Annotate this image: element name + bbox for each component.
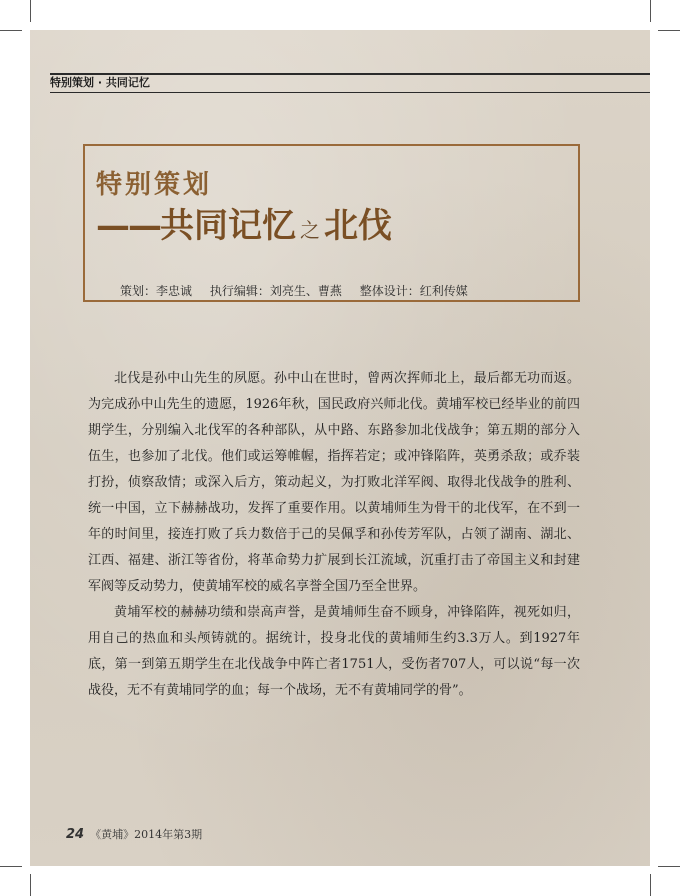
page-footer [66, 826, 202, 842]
title-main: 共同记忆 [160, 206, 296, 246]
issue-label: 《黄埔》2014年第3期 [90, 828, 203, 841]
crop-mark [30, 0, 31, 22]
crop-mark [650, 0, 651, 22]
title-line2 [96, 198, 392, 248]
crop-mark [650, 874, 651, 896]
article-body [88, 366, 580, 704]
title-zhi: 之 [300, 218, 320, 242]
paragraph-2: 黄埔军校的赫赫功绩和崇高声誉，是黄埔师生奋不顾身，冲锋陷阵，视死如归，用自己的热血和头颅铸就的。据统计，投身北伐的黄埔师生约3.3万人。到1927年底，第一到第五期学生在北伐战争中阵亡者1751人，受伤者707人，可以说“每一次战役，无不有黄埔同学的血；每一个战场，无不有黄埔同学的骨”。 [88, 605, 580, 698]
header-rule-bottom [50, 92, 650, 93]
page-number: 24 [66, 827, 85, 842]
credit-design: 整体设计：红利传媒 [359, 284, 468, 298]
title-dash: —— [96, 206, 160, 246]
title-end: 北伐 [324, 206, 392, 246]
credit-editors: 执行编辑：刘亮生、曹燕 [209, 284, 342, 298]
crop-mark [658, 30, 680, 31]
crop-mark [0, 30, 22, 31]
crop-mark [0, 866, 22, 867]
crop-mark [30, 874, 31, 896]
paragraph-1: 北伐是孙中山先生的夙愿。孙中山在世时，曾两次挥师北上，最后都无功而返。为完成孙中山先生的遗愿，1926年秋，国民政府兴师北伐。黄埔军校已经毕业的前四期学生，分别编入北伐军的各种部队，从中路、东路参加北伐战争；第五期的部分入伍生，也参加了北伐。他们或运筹帷幄，指挥若定；或冲锋陷阵，英勇杀敌；或乔装打扮，侦察敌情；或深入后方，策动起义，为打败北洋军阀、取得北伐战争的胜利、统一中国，立下赫赫战功，发挥了重要作用。以黄埔师生为骨干的北伐军，在不到一年的时间里，接连打败了兵力数倍于己的吴佩孚和孙传芳军队，占领了湖南、湖北、江西、福建、浙江等省份，将革命势力扩展到长江流域，沉重打击了帝国主义和封建军阀等反动势力，使黄埔军校的威名享誉全国乃至全世界。 [88, 371, 580, 594]
crop-mark [658, 866, 680, 867]
credit-planner: 策划：李忠诚 [120, 284, 193, 298]
title-line1: 特别策划 [96, 170, 213, 200]
credits [120, 282, 482, 299]
section-header: 特别策划 · 共同记忆 [50, 76, 150, 89]
